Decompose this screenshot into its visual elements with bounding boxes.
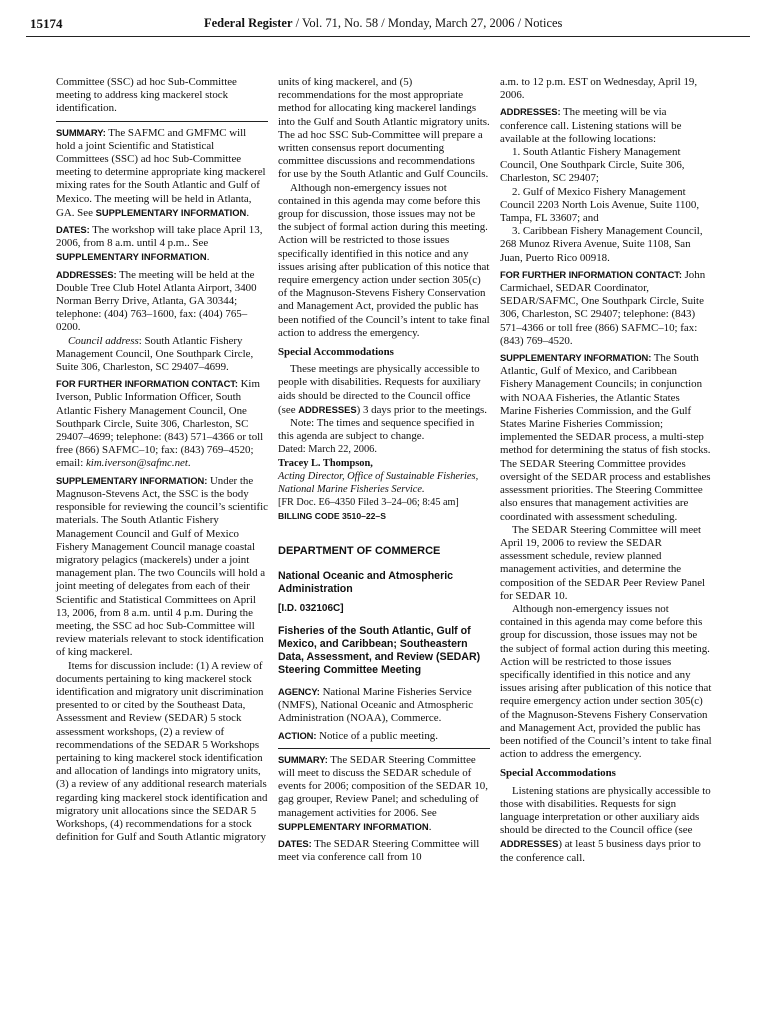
discussion-items: Items for discussion include: (1) A review of documents pertaining to king mackerel stock identification and migratory unit discrimination presented to or cited by the Southeast Data, Assessment and Review (SEDAR) 5 stock assessment workshops, (2) a review of recommendations of the SEDAR 5 Workshops pertaining to king mackerel stock identification and allocation of landings into migratory units, (3) a review of any additional research materials regarding king mackerel stock identification and migratory unit allocations since the SEDAR 5 Workshops, (4) recommendations for a stock definition for Gulf and South Atlantic migratory	[56, 659, 268, 844]
addresses-label: ADDRESSES:	[56, 268, 117, 280]
running-header	[26, 10, 750, 37]
summary-label: SUMMARY:	[56, 126, 106, 138]
col1-intro: Committee (SSC) ad hoc Sub-Committee meeting to address king mackerel stock identification.	[56, 76, 237, 115]
department-heading: DEPARTMENT OF COMMERCE	[278, 544, 441, 557]
dates-ref: SUPPLEMENTARY INFORMATION	[56, 251, 207, 263]
supplementary-label: SUPPLEMENTARY INFORMATION:	[56, 474, 208, 486]
summary-ref: SUPPLEMENTARY INFORMATION	[95, 206, 247, 218]
supplementary-text: Under the Magnuson-Stevens Act, the SSC is the body responsible for reviewing the council’s scientific materials. The South Atlantic Fishery Management Council and Gulf of Mexico Fishery Management Council manage coastal migratory pelagics (mackerels) under a joint management plan. The two Councils will hold a joint meeting of delegates from each of their Scientific and Statistical Committees on April 13, 2006, from 8 a.m. until 4 p.m. During the meeting, the SSC ad hoc Sub-Committee will review materials relevant to stock identification of king mackerel.	[56, 474, 268, 659]
special-accommodations-text	[278, 363, 490, 417]
location-3: 3. Caribbean Fishery Management Council, 268 Munoz Rivera Avenue, Suite 1108, San Juan, Puerto Rico 00918.	[500, 225, 703, 264]
special-text: These meetings are physically accessible to people with disabilities. Requests for auxiliary aids should be directed to the Council office (see	[278, 363, 481, 416]
schedule-note: Note: The times and sequence specified in this agenda are subject to change.	[278, 417, 475, 443]
non-emergency-paragraph: Although non-emergency issues not contained in this agenda may come before this group for discussion, those issues may not be the subject of formal action during this meeting. Action will be restricted to those issues specifically identified in this notice and any issues arising after publication of this notice that require emergency action under section 305(c) of the Magnuson-Stevens Fishery Conservation and Management Act, provided the public has been notified of the Council’s intent to take final action to address the emergency.	[278, 181, 490, 339]
sedar-dates-paragraph	[278, 837, 490, 864]
divider	[278, 748, 490, 749]
supplementary-paragraph	[56, 474, 268, 660]
addresses-text: The meeting will be held at the Double Tree Club Hotel Atlanta Airport, 3400 Norman Berry Drive, Atlanta, GA 30344; telephone: (404) 763–1600, fax: (404) 765–0200.	[56, 268, 257, 334]
col3-intro: a.m. to 12 p.m. EST on Wednesday, April 19, 2006.	[500, 76, 698, 102]
dates-paragraph: DATES: The workshop will take place April 13, 2006, from 8 a.m. until 4 p.m.. See SUPPLEMENTARY INFORMATION.	[56, 224, 263, 264]
special-accommodations-heading: Special Accommodations	[278, 346, 394, 359]
action-text: Notice of a public meeting.	[316, 729, 438, 742]
agency-text: National Marine Fisheries Service (NMFS), National Oceanic and Atmospheric Administration (NOAA), Commerce.	[278, 685, 474, 725]
billing-code: BILLING CODE 3510–22–S	[278, 510, 386, 521]
sedar-supplementary-paragraph	[500, 351, 712, 524]
special-text: Listening stations are physically accessible to those with disabilities. Requests for sign language interpretation or other auxiliary aids should be directed to the Council office (see	[500, 784, 711, 837]
supplementary-text: The South Atlantic, Gulf of Mexico, and Caribbean Fishery Management Councils; in conjunction with NOAA Fisheries, the Atlantic States Marine Fisheries Commission, and the Gulf States Marine Fisheries Commission; implemented the SEDAR process, a multi-step method for determining the status of fish stocks. The SEDAR Steering Committee provides oversight of the SEDAR process and establishes assessment priorities. The Steering Committee also ensures that management activities are coordinated with assessment scheduling.	[500, 352, 711, 523]
sedar-contact-paragraph	[500, 268, 712, 348]
summary-label: SUMMARY:	[278, 753, 328, 765]
summary-text: The SEDAR Steering Committee will meet to discuss the SEDAR schedule of events for 2006; composition of the SEDAR 10, gag grouper, Review Panel; and scheduling of management activities for 2006. See	[278, 753, 488, 819]
sedar-meeting-paragraph: The SEDAR Steering Committee will meet April 19, 2006 to review the SEDAR assessment schedule, review planned management activities, and determine the composition of the SEDAR Peer Review Panel for SEDAR 10.	[500, 523, 706, 602]
location-1: 1. South Atlantic Fishery Management Council, One Southpark Circle, Suite 306, Charleston, SC 29407;	[500, 146, 685, 185]
special-tail: ) at least 5 business days prior to the conference call.	[500, 838, 701, 864]
fr-doc-line: [FR Doc. E6–4350 Filed 3–24–06; 8:45 am]	[278, 497, 459, 509]
signer-title: Acting Director, Office of Sustainable Fisheries, National Marine Fisheries Service.	[278, 470, 479, 496]
notice-title: Fisheries of the South Atlantic, Gulf of Mexico, and Caribbean; Southeastern Data, Assessment, and Review (SEDAR) Steering Committee Meeting	[278, 624, 481, 676]
id-number: [I.D. 032106C]	[278, 602, 344, 614]
summary-text: The SAFMC and GMFMC will hold a joint Scientific and Statistical Committees (SSC) ad hoc Sub-Committee meeting to determine appropriate king mackerel mixing rates for the South Atlantic and Gulf of Mexico. The meeting will be held in Atlanta, GA. See	[56, 126, 266, 219]
special-ref: ADDRESSES	[500, 838, 559, 850]
contact-text: John Carmichael, SEDAR Coordinator, SEDAR/SAFMC, One Southpark Circle, Suite 306, Charleston, SC 29407; telephone: (843) 571–4366 or toll free (866) SAFMC–10; fax: (843) 769–4520.	[500, 268, 706, 347]
column-2	[278, 76, 490, 864]
col2-intro: units of king mackerel, and (5) recommendations for the most appropriate method for allocating king mackerel landings into the Gulf and South Atlantic migratory units. The ad hoc SSC Sub-Committee will prepare a written consensus report documenting committee discussions and recommendations for use by the South Atlantic and Gulf Councils.	[278, 76, 490, 181]
special-ref: ADDRESSES	[298, 403, 357, 415]
addresses-label: ADDRESSES:	[500, 106, 561, 118]
council-address-text: : South Atlantic Fishery Management Council, One Southpark Circle, Suite 306, Charleston, SC 29407–4699.	[56, 334, 254, 374]
contact-label: FOR FURTHER INFORMATION CONTACT:	[500, 268, 682, 280]
dates-label: DATES:	[278, 837, 312, 849]
contact-email-link[interactable]: kim.iverson@safmc.net	[85, 457, 188, 470]
header-issue: / Vol. 71, No. 58 / Monday, March 27, 2006 / Notices	[292, 16, 563, 30]
contact-text: Kim Iverson, Public Information Officer, South Atlantic Fishery Management Council, One Southpark Circle, Suite 306, Charleston, SC 29407–4699; telephone: (843) 571–4366 or toll free (866) SAFMC–10; fax: (843) 769–4520; email:	[56, 378, 264, 470]
divider	[56, 121, 268, 122]
dates-text: The workshop will take place April 13, 2006, from 8 a.m. until 4 p.m.. See	[56, 224, 263, 250]
special-accommodations-heading: Special Accommodations	[500, 767, 616, 780]
dated-line: Dated: March 22, 2006.	[278, 444, 377, 456]
addresses-paragraph	[56, 268, 268, 335]
summary-ref: SUPPLEMENTARY INFORMATION	[278, 820, 429, 832]
contact-paragraph: FOR FURTHER INFORMATION CONTACT: Kim Iverson, Public Information Officer, South Atlantic Fishery Management Council, One Southpark Circle, Suite 306, Charleston, SC 29407–4699; telephone: (843) 571–4366 or toll free (866) SAFMC–10; fax: (843) 769–4520; email: kim.iverson@safmc.net.	[56, 378, 264, 470]
page-number: 15174	[30, 16, 63, 31]
signer-name: Tracey L. Thompson,	[278, 457, 373, 469]
action-label: ACTION:	[278, 729, 317, 741]
summary-paragraph: SUMMARY: The SAFMC and GMFMC will hold a joint Scientific and Statistical Committees (SSC) ad hoc Sub-Committee meeting to determine appropriate king mackerel mixing rates for the South Atlantic and Gulf of Mexico. The meeting will be held in Atlanta, GA. See SUPPLEMENTARY INFORMATION.	[56, 126, 266, 219]
agency-label: AGENCY:	[278, 685, 320, 697]
dates-label: DATES:	[56, 224, 90, 236]
non-emergency-paragraph: Although non-emergency issues not contained in this agenda may come before this group for discussion, those issues may not be the subject of formal action during this meeting. Action will be restricted to those issues specifically identified in this notice and any issues arising after publication of this notice that require emergency action under section 305(c) of the Magnuson-Stevens Fishery Conservation and Management Act, provided the public has been notified of the Council’s intent to take final action to address the emergency.	[500, 602, 712, 761]
special-tail: ) 3 days prior to the meetings.	[356, 403, 487, 416]
column-3	[500, 76, 712, 865]
sedar-summary-paragraph: SUMMARY: The SEDAR Steering Committee will meet to discuss the SEDAR schedule of events for 2006; composition of the SEDAR 10, gag grouper, Review Panel; and scheduling of management activities for 2006. See SUPPLEMENTARY INFORMATION.	[278, 753, 488, 833]
contact-label: FOR FURTHER INFORMATION CONTACT:	[56, 378, 238, 390]
council-address-label: Council address	[68, 334, 139, 347]
addresses-text: The meeting will be via conference call. Listening stations will be available at the following locations:	[500, 106, 682, 145]
supplementary-label: SUPPLEMENTARY INFORMATION:	[500, 352, 652, 364]
action-paragraph	[278, 729, 490, 743]
dates-text: The SEDAR Steering Committee will meet via conference call from 10	[278, 837, 480, 864]
special-accommodations-text	[500, 785, 712, 865]
column-1	[56, 76, 268, 844]
sedar-addresses-paragraph	[500, 105, 712, 146]
agency-paragraph	[278, 685, 490, 726]
agency-heading: National Oceanic and Atmospheric Administration	[278, 569, 454, 595]
header-citation	[204, 16, 562, 31]
council-address-paragraph	[56, 335, 268, 375]
location-2: 2. Gulf of Mexico Fishery Management Council 2203 North Lois Avenue, Suite 1100, Tampa, FL 33607; and	[500, 185, 700, 225]
journal-name: Federal Register	[204, 16, 293, 30]
